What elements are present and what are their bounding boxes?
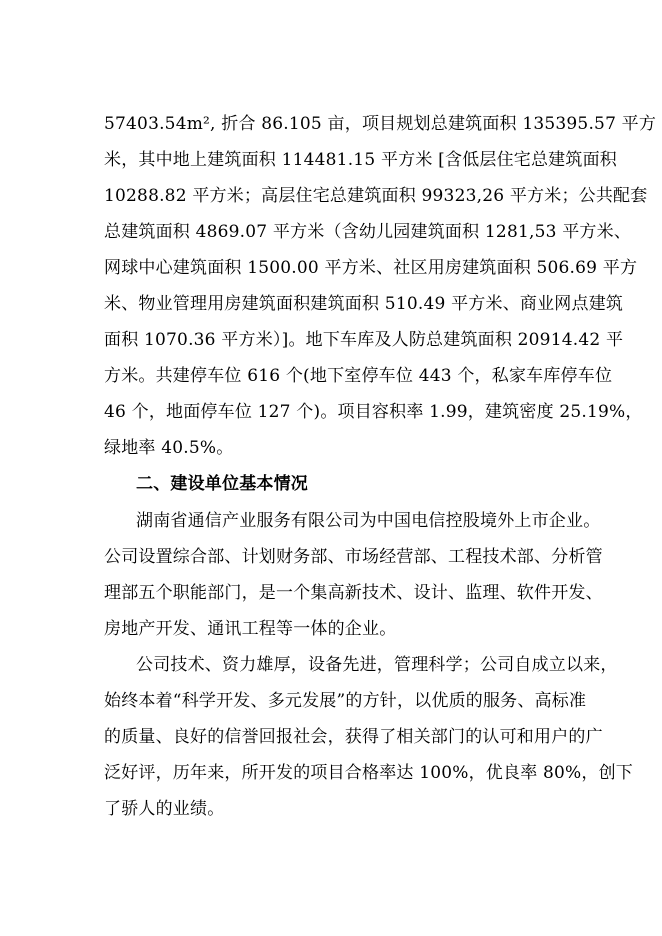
company-para2-line-2: 始终本着“科学开发、多元发展”的方针，以优质的服务、高标准 — [104, 691, 587, 711]
section-heading: 二、建设单位基本情况 — [136, 474, 308, 494]
project-text-line-6: 米、物业管理用房建筑面积建筑面积 510.49 平方米、商业网点建筑 — [104, 294, 624, 314]
company-para1-line-1: 湖南省通信产业服务有限公司为中国电信控股境外上市企业。 — [136, 511, 601, 531]
project-text-line-10: 绿地率 40.5%。 — [104, 438, 234, 458]
company-para2-line-5: 了骄人的业绩。 — [104, 799, 225, 819]
company-para1-line-4: 房地产开发、通讯工程等一体的企业。 — [104, 619, 397, 639]
company-para1-line-2: 公司设置综合部、计划财务部、市场经营部、工程技术部、分析管 — [104, 547, 603, 567]
company-para2-line-3: 的质量、良好的信誉回报社会，获得了相关部门的认可和用户的广 — [104, 727, 603, 747]
project-text-line-3: 10288.82 平方米；高层住宅总建筑面积 99323,26 平方米；公共配套 — [104, 186, 648, 206]
company-para2-line-1: 公司技术、资力雄厚，设备先进，管理科学；公司自成立以来， — [136, 655, 618, 675]
company-para1-line-3: 理部五个职能部门，是一个集高新技术、设计、监理、软件开发、 — [104, 583, 603, 603]
project-text-line-2: 米，其中地上建筑面积 114481.15 平方米 [含低层住宅总建筑面积 — [104, 150, 617, 170]
project-text-line-5: 网球中心建筑面积 1500.00 平方米、社区用房建筑面积 506.69 平方 — [104, 258, 638, 278]
project-text-line-8: 方米。共建停车位 616 个(地下室停车位 443 个，私家车库停车位 — [104, 366, 613, 386]
company-para2-line-4: 泛好评，历年来，所开发的项目合格率达 100%，优良率 80%，创下 — [104, 763, 633, 783]
project-text-line-1: 57403.54m², 折合 86.105 亩，项目规划总建筑面积 135395.57 平方 — [104, 114, 657, 134]
project-text-line-4: 总建筑面积 4869.07 平方米（含幼儿园建筑面积 1281,53 平方米、 — [104, 222, 632, 242]
project-text-line-9: 46 个，地面停车位 127 个)。项目容积率 1.99，建筑密度 25.19%， — [104, 402, 643, 422]
project-text-line-7: 面积 1070.36 平方米）]。地下车库及人防总建筑面积 20914.42 平 — [104, 330, 624, 350]
